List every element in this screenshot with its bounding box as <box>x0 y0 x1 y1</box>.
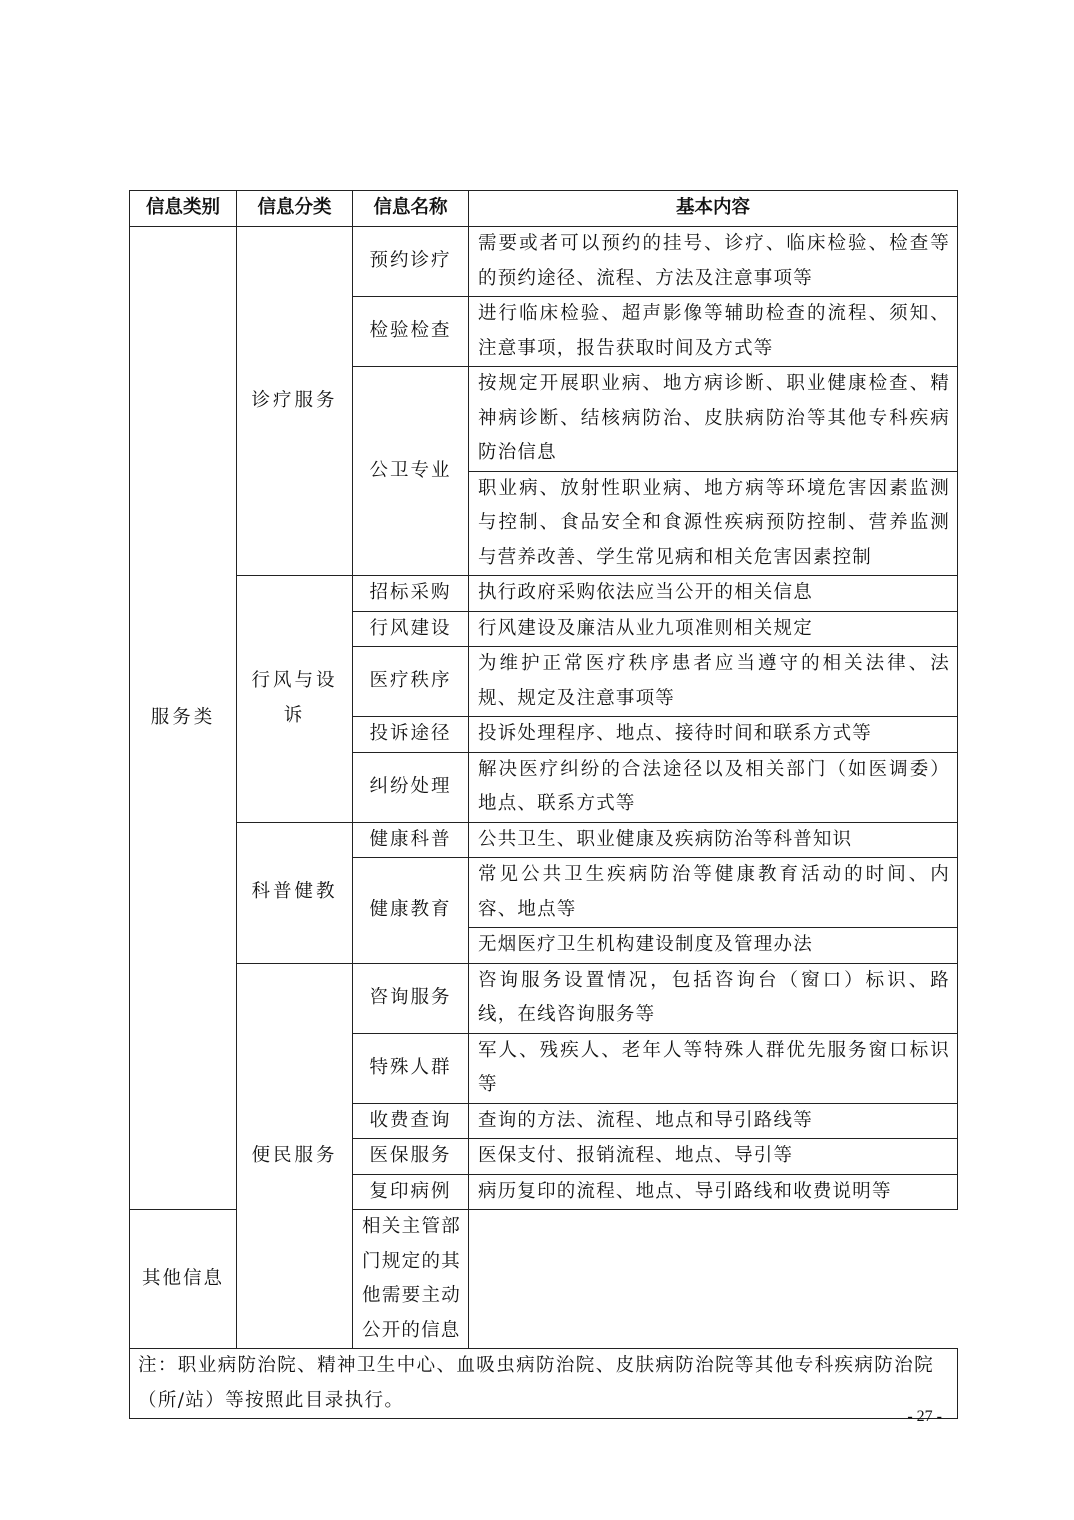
item-name: 复印病例 <box>353 1174 469 1210</box>
table-row <box>130 963 958 1033</box>
note-text: 注：职业病防治院、精神卫生中心、血吸虫病防治院、皮肤病防治院等其他专科疾病防治院（所/站）等按照此目录执行。 <box>130 1349 958 1419</box>
header-classification: 信息分类 <box>237 191 353 227</box>
item-name: 咨询服务 <box>353 963 469 1033</box>
item-content: 执行政府采购依法应当公开的相关信息 <box>469 576 958 612</box>
table-row <box>130 227 958 297</box>
item-content: 投诉处理程序、地点、接待时间和联系方式等 <box>469 717 958 753</box>
group-name: 科普健教 <box>237 822 353 963</box>
item-name: 特殊人群 <box>353 1033 469 1103</box>
item-content: 相关主管部门规定的其他需要主动公开的信息 <box>353 1210 469 1349</box>
table-row <box>130 822 958 858</box>
item-content: 常见公共卫生疾病防治等健康教育活动的时间、内容、地点等 <box>469 858 958 928</box>
group-name <box>237 576 353 823</box>
item-content: 进行临床检验、超声影像等辅助检查的流程、须知、注意事项，报告获取时间及方式等 <box>469 297 958 367</box>
item-name: 健康教育 <box>353 858 469 964</box>
item-content: 按规定开展职业病、地方病诊断、职业健康检查、精神病诊断、结核病防治、皮肤病防治等其他专科疾病防治信息 <box>469 367 958 472</box>
item-name: 医疗秩序 <box>353 647 469 717</box>
item-content: 医保支付、报销流程、地点、导引等 <box>469 1139 958 1175</box>
item-name: 招标采购 <box>353 576 469 612</box>
item-name: 公卫专业 <box>353 367 469 576</box>
item-content: 无烟医疗卫生机构建设制度及管理办法 <box>469 928 958 964</box>
group-name: 诊疗服务 <box>237 227 353 576</box>
item-name: 检验检查 <box>353 297 469 367</box>
note-row <box>130 1349 958 1419</box>
header-content: 基本内容 <box>469 191 958 227</box>
group-name: 便民服务 <box>237 963 353 1349</box>
item-name: 预约诊疗 <box>353 227 469 297</box>
item-name: 纠纷处理 <box>353 752 469 822</box>
item-content: 病历复印的流程、地点、导引路线和收费说明等 <box>469 1174 958 1210</box>
item-content: 军人、残疾人、老年人等特殊人群优先服务窗口标识等 <box>469 1033 958 1103</box>
item-name: 投诉途径 <box>353 717 469 753</box>
item-content: 查询的方法、流程、地点和导引路线等 <box>469 1103 958 1139</box>
item-content: 为维护正常医疗秩序患者应当遵守的相关法律、法规、规定及注意事项等 <box>469 647 958 717</box>
header-row <box>130 191 958 227</box>
catalog-table <box>129 190 958 1419</box>
item-content: 职业病、放射性职业病、地方病等环境危害因素监测与控制、食品安全和食源性疾病预防控制、营养监测与营养改善、学生常见病和相关危害因素控制 <box>469 471 958 576</box>
category-cell: 服务类 <box>130 227 237 1210</box>
item-name: 收费查询 <box>353 1103 469 1139</box>
table-row <box>130 576 958 612</box>
item-name: 行风建设 <box>353 611 469 647</box>
item-content: 解决医疗纠纷的合法途径以及相关部门（如医调委）地点、联系方式等 <box>469 752 958 822</box>
item-content: 需要或者可以预约的挂号、诊疗、临床检验、检查等的预约途径、流程、方法及注意事项等 <box>469 227 958 297</box>
item-content: 行风建设及廉洁从业九项准则相关规定 <box>469 611 958 647</box>
item-content: 公共卫生、职业健康及疾病防治等科普知识 <box>469 822 958 858</box>
page-number: - 27 - <box>907 1408 942 1425</box>
header-category: 信息类别 <box>130 191 237 227</box>
item-name: 健康科普 <box>353 822 469 858</box>
group-name-text: 行风与设诉 <box>251 670 338 726</box>
item-name: 医保服务 <box>353 1139 469 1175</box>
item-name: 其他信息 <box>130 1210 237 1349</box>
header-name: 信息名称 <box>353 191 469 227</box>
item-content: 咨询服务设置情况，包括咨询台（窗口）标识、路线，在线咨询服务等 <box>469 963 958 1033</box>
